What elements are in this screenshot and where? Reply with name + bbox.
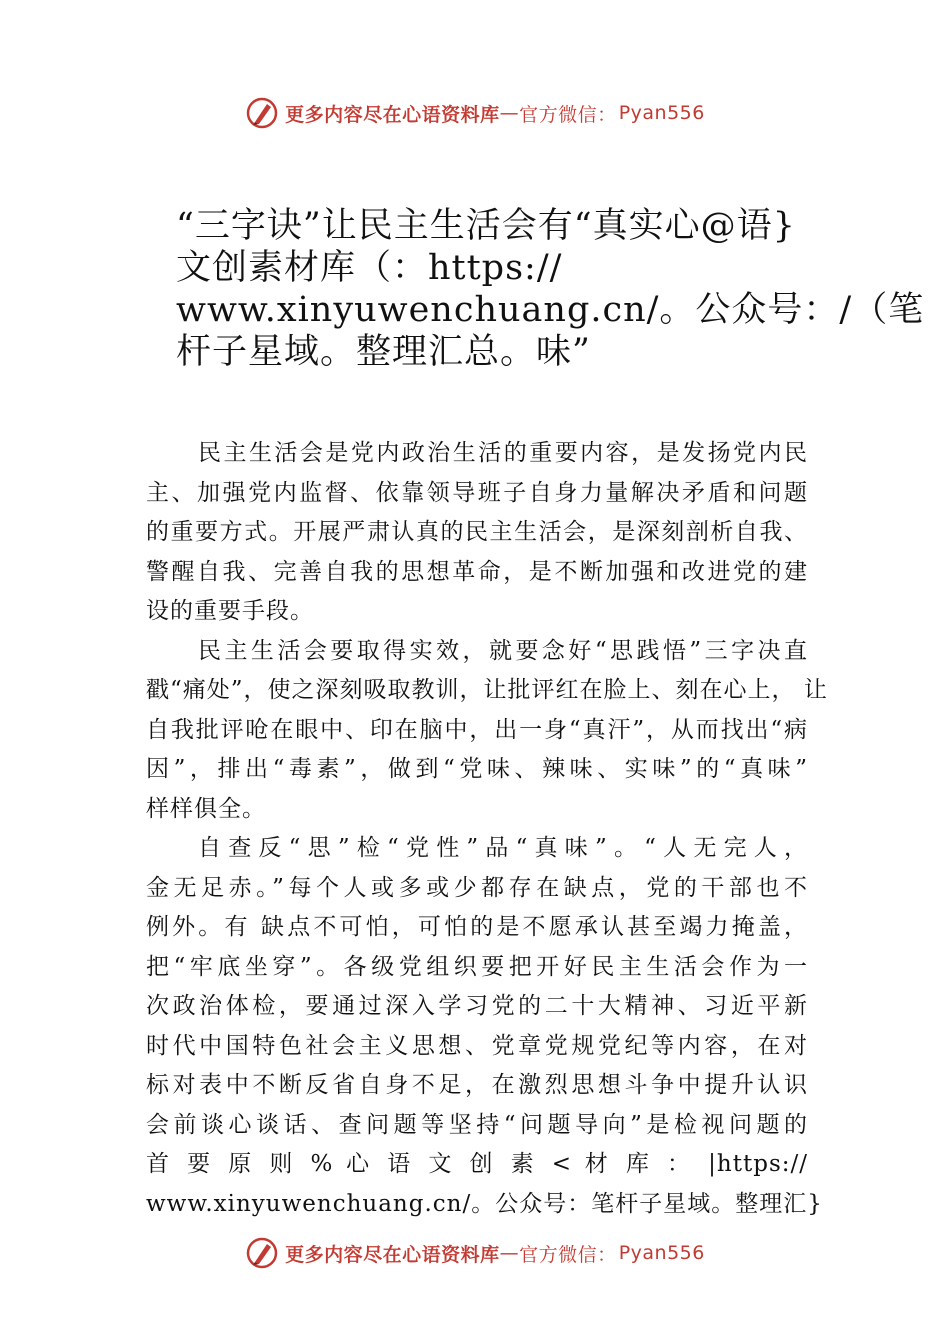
title-line: 文创素材库（：https:// <box>176 248 563 288</box>
body-line: 自查反“思”检“党性”品“真味”。“人无完人， <box>198 835 808 861</box>
body-line: 次政治体检，要通过深入学习党的二十大精神、习近平新 <box>146 993 808 1019</box>
body-line: 民主生活会要取得实效，就要念好“思践悟”三字决直 <box>198 637 808 664</box>
body-line: 警醒自我、完善自我的思想革命，是不断加强和改进党的建 <box>146 558 808 585</box>
document-body <box>146 434 828 1224</box>
body-line: 民主生活会是党内政治生活的重要内容，是发扬党内民 <box>198 440 808 466</box>
body-line: 自我批评呛在眼中、印在脑中，出一身“真汗”，从而找出“病 <box>146 716 808 743</box>
banner-wechat-label: 官方微信： <box>519 103 617 126</box>
pen-logo-icon <box>245 1236 279 1270</box>
body-line: 主、加强党内监督、依靠领导班子自身力量解决矛盾和问题 <box>146 479 808 506</box>
body-line: 时代中国特色社会主义思想、党章党规党纪等内容，在对 <box>146 1032 808 1059</box>
banner-main-text: 更多内容尽在心语资料库 <box>285 1243 500 1266</box>
title-line: “三字诀”让民主生活会有“真实心@语} <box>176 206 796 246</box>
body-line: 把“牢底坐穿”。各级党组织要把开好民主生活会作为一 <box>146 953 808 980</box>
body-line: 标对表中不断反省自身不足，在激烈思想斗争中提升认识 <box>146 1072 808 1098</box>
body-line: 金无足赤。”每个人或多或少都存在缺点，党的干部也不 <box>146 874 808 901</box>
banner-wechat-id: Pyan556 <box>618 1242 705 1264</box>
document-title <box>176 205 925 373</box>
body-line: 的重要方式。开展严肃认真的民主生活会，是深刻剖析自我、 <box>146 519 808 545</box>
body-line: 会前谈心谈话、查问题等坚持“问题导向”是检视问题的 <box>146 1111 808 1138</box>
pen-logo-icon <box>245 96 279 130</box>
banner-dash: — <box>499 1242 520 1264</box>
body-line: 戳“痛处”，使之深刻吸取教训，让批评红在脸上、刻在心上， 让 <box>146 677 828 703</box>
header-banner <box>0 96 950 130</box>
footer-banner <box>0 1236 950 1270</box>
body-line: 样样俱全。 <box>146 795 266 822</box>
banner-wechat-id: Pyan556 <box>618 102 705 124</box>
title-line: www.xinyuwenchuang.cn/。公众号：/（笔 <box>176 290 925 330</box>
body-line: www.xinyuwenchuang.cn/。公众号：笔杆子星域。整理汇} <box>146 1190 823 1217</box>
title-line: 杆子星域。整理汇总。味” <box>176 332 591 372</box>
banner-main-text: 更多内容尽在心语资料库 <box>285 103 500 126</box>
body-line: 因”，排出“毒素”，做到“党味、辣味、实味”的“真味” <box>146 756 808 782</box>
body-line: 设的重要手段。 <box>146 598 314 624</box>
banner-dash: — <box>499 102 520 124</box>
body-line: 首 要 原 则 % 心 语 文 创 素 < 材 库 ： |https:// <box>146 1151 808 1177</box>
banner-wechat-label: 官方微信： <box>519 1243 617 1266</box>
body-line: 例外。有 缺点不可怕，可怕的是不愿承认甚至竭力掩盖， <box>146 914 808 940</box>
